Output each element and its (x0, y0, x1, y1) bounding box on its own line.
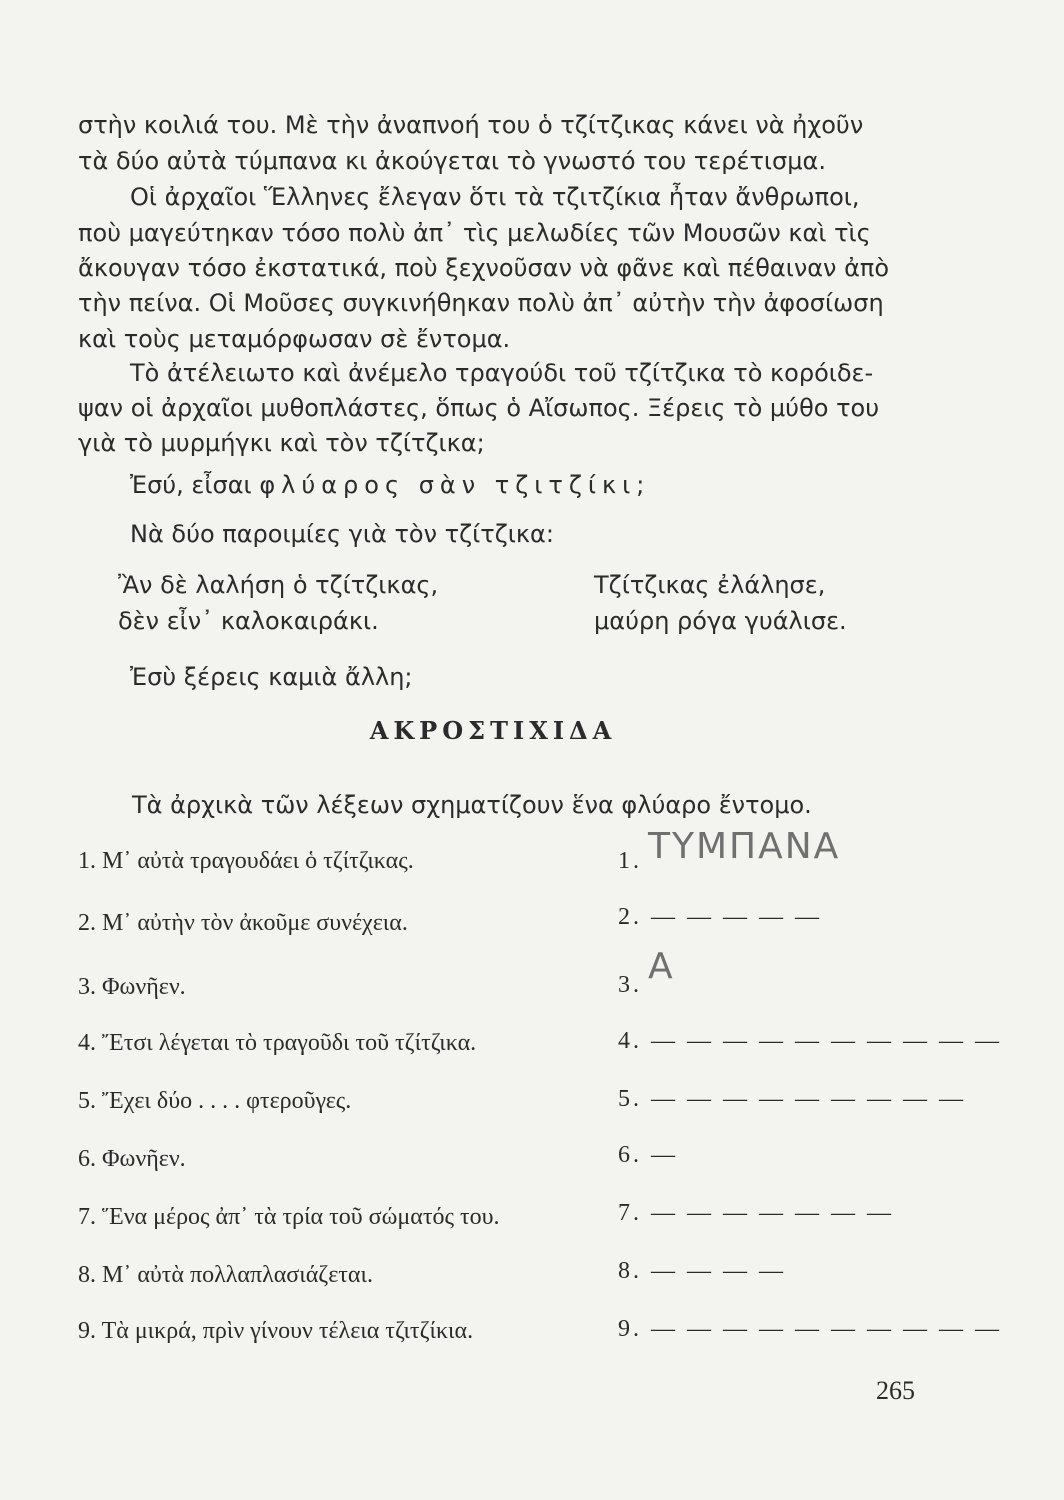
answer-number: 8. (618, 1258, 642, 1284)
clue-row (78, 1204, 500, 1231)
clue-number: 1. (78, 848, 96, 874)
clue-number: 6. (78, 1146, 96, 1172)
paragraph-line: τὰ δύο αὐτὰ τύμπανα κι ἀκούγεται τὸ γνωστό του τερέτισμα. (78, 147, 826, 175)
paragraph-line: στὴν κοιλιά του. Μὲ τὴν ἀναπνοή του ὁ τζίτζικας κάνει νὰ ἠχοῦν (78, 111, 864, 139)
clue-text: Ἕνα μέρος ἀπ᾽ τὰ τρία τοῦ σώματός του. (102, 1204, 500, 1230)
clue-number: 8. (78, 1262, 96, 1288)
proverb-right-line: Τζίτζικας ἐλάλησε, (594, 571, 826, 599)
clue-number: 3. (78, 974, 96, 1000)
closing-question: Ἐσὺ ξέρεις καμιὰ ἄλλη; (130, 663, 413, 691)
paragraph-line: γιὰ τὸ μυρμήγκι καὶ τὸν τζίτζικα; (78, 429, 485, 457)
clue-text: Μ᾽ αὐτὰ τραγουδάει ὁ τζίτζικας. (102, 848, 414, 874)
question-spaced: φλύαρος σὰν τζιτζίκι; (259, 471, 651, 499)
clue-row (78, 1146, 186, 1173)
clue-text: Ἔτσι λέγεται τὸ τραγοῦδι τοῦ τζίτζικα. (102, 1030, 477, 1056)
clue-row (78, 848, 414, 875)
clue-row (78, 974, 186, 1001)
clue-text: Τὰ μικρά, πρὶν γίνουν τέλεια τζιτζίκια. (101, 1318, 474, 1344)
answer-row (618, 1028, 1002, 1055)
answer-number: 6. (618, 1142, 642, 1168)
answer-blanks[interactable]: — — — — — — — (651, 1200, 894, 1226)
paragraph-line: Οἱ ἀρχαῖοι Ἕλληνες ἔλεγαν ὅτι τὰ τζιτζίκια ἦταν ἄνθρωποι, (130, 183, 860, 211)
answer-row (618, 972, 642, 999)
answer-row (618, 1200, 894, 1227)
answer-row (618, 1142, 678, 1169)
answer-row (618, 1086, 966, 1113)
question-prefix: Ἐσύ, εἶσαι (130, 471, 252, 499)
clue-row (78, 1318, 473, 1345)
answer-number: 5. (618, 1086, 642, 1112)
answer-blanks[interactable]: — (651, 1142, 678, 1168)
answer-row (618, 1258, 786, 1285)
answer-blanks[interactable]: — — — — — — — — — (651, 1086, 966, 1112)
paragraph-line: καὶ τοὺς μεταμόρφωσαν σὲ ἔντομα. (78, 325, 511, 353)
proverbs-intro: Νὰ δύο παροιμίες γιὰ τὸν τζίτζικα: (130, 520, 554, 548)
clue-text: Μ᾽ αὐτὰ πολλαπλασιάζεται. (102, 1262, 373, 1288)
acrostic-instructions: Τὰ ἀρχικὰ τῶν λέξεων σχηματίζουν ἕνα φλύαρο ἔντομο. (132, 791, 812, 819)
answer-blanks[interactable]: — — — — — (651, 904, 822, 930)
paragraph-line: ἄκουγαν τόσο ἐκστατικά, ποὺ ξεχνοῦσαν νὰ φᾶνε καὶ πέθαιναν ἀπὸ (78, 254, 890, 282)
page-number: 265 (876, 1376, 915, 1405)
clue-text: Ἔχει δύο . . . . φτεροῦγες. (102, 1088, 352, 1114)
clue-text: Φωνῆεν. (102, 974, 186, 1000)
answer-row (618, 848, 642, 875)
paragraph-line: Τὸ ἀτέλειωτο καὶ ἀνέμελο τραγούδι τοῦ τζίτζικα τὸ κορόιδε- (130, 359, 874, 387)
answer-blanks[interactable]: — — — — — — — — — — (651, 1316, 1002, 1342)
answer-blanks[interactable]: — — — — — — — — — — (651, 1028, 1002, 1054)
answer-number: 7. (618, 1200, 642, 1226)
proverb-left-line: δὲν εἶν᾽ καλοκαιράκι. (118, 607, 379, 635)
answer-row (618, 1316, 1002, 1343)
clue-row (78, 910, 408, 937)
clue-number: 9. (78, 1318, 96, 1344)
clue-row (78, 1262, 373, 1289)
clue-text: Μ᾽ αὐτὴν τὸν ἀκοῦμε συνέχεια. (102, 910, 408, 936)
answer-number: 3. (618, 972, 642, 998)
clue-number: 4. (78, 1030, 96, 1056)
answer-blanks[interactable]: — — — — (651, 1258, 786, 1284)
answer-row (618, 904, 822, 931)
clue-row (78, 1030, 476, 1057)
answer-number: 4. (618, 1028, 642, 1054)
clue-text: Φωνῆεν. (102, 1146, 186, 1172)
acrostic-title: ΑΚΡΟΣΤΙΧΙΔΑ (369, 716, 617, 745)
clue-number: 2. (78, 910, 96, 936)
answer-number: 2. (618, 904, 642, 930)
paragraph-line: ποὺ μαγεύτηκαν τόσο πολὺ ἀπ᾽ τὶς μελωδίες τῶν Μουσῶν καὶ τὶς (78, 219, 871, 247)
proverb-right-line: μαύρη ρόγα γυάλισε. (594, 607, 847, 635)
answer-number: 9. (618, 1316, 642, 1342)
paragraph-line: τὴν πείνα. Οἱ Μοῦσες συγκινήθηκαν πολὺ ἀπ᾽ αὐτὴν τὴν ἀφοσίωση (78, 289, 884, 317)
answer-number: 1. (618, 848, 642, 874)
question-line (130, 468, 650, 502)
clue-number: 7. (78, 1204, 96, 1230)
clue-number: 5. (78, 1088, 96, 1114)
handwritten-answer[interactable]: Α (648, 946, 675, 987)
handwritten-answer[interactable]: ΤΥΜΠΑΝΑ (648, 826, 841, 867)
proverb-left-line: Ἂν δὲ λαλήση ὁ τζίτζικας, (118, 571, 439, 599)
paragraph-line: ψαν οἱ ἀρχαῖοι μυθοπλάστες, ὅπως ὁ Αἴσωπος. Ξέρεις τὸ μύθο του (78, 394, 880, 422)
clue-row (78, 1088, 351, 1115)
